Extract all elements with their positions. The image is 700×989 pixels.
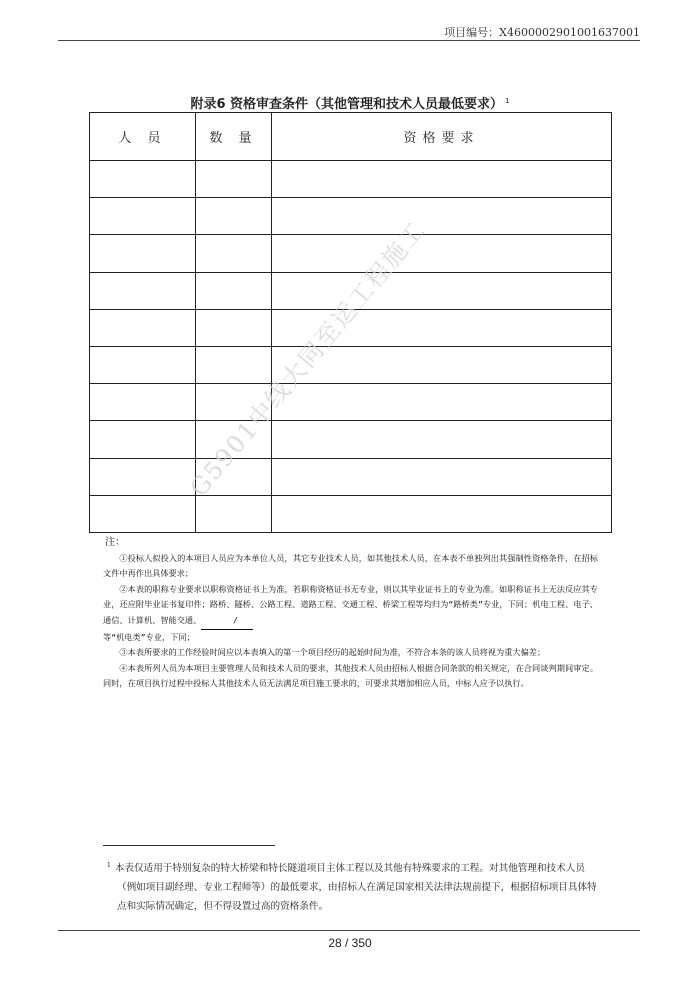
quantity-cell (196, 272, 272, 309)
quantity-cell (196, 309, 272, 346)
personnel-cell (90, 495, 196, 532)
personnel-cell (90, 272, 196, 309)
header-requirements: 资格要求 (272, 113, 612, 161)
quantity-cell (196, 235, 272, 272)
note-item-2 (103, 582, 598, 630)
watermark: G5901中线大同至运工程施工 (184, 215, 432, 502)
table-row (90, 458, 612, 495)
footnote-mark: 1 (107, 862, 111, 869)
quantity-cell (196, 346, 272, 383)
personnel-cell (90, 198, 196, 235)
personnel-cell (90, 346, 196, 383)
table-row (90, 198, 612, 235)
personnel-cell (90, 235, 196, 272)
requirements-cell (272, 421, 612, 458)
table-row (90, 421, 612, 458)
note-item-2-cont: 等“机电类”专业，下同； (103, 631, 195, 642)
footnote (103, 856, 603, 916)
requirements-cell (272, 235, 612, 272)
appendix-title (0, 93, 700, 112)
project-number: 项目编号：X4600002901001637001 (444, 26, 640, 39)
quantity-cell (196, 198, 272, 235)
note-item-3: ③本表所要求的工作经验时间应以本表填入的第一个项目经历的起始时间为准，不符合本条的该人员将视为重大偏差； (119, 647, 546, 658)
notes-label: 注： (105, 537, 125, 548)
personnel-cell (90, 384, 196, 421)
note-item-2-text: ②本表的职称专业要求以职称资格证书上为准，若职称资格证书无专业，则以其毕业证书上的专业为准。如职称证书上无法反应其专业，还应附毕业证书复印件；路桥、隧桥、公路工程、道路工程、交通工程、桥梁工程等均归为“路桥类”专业，下同；机电工程、电子、通信、计算机、智能交通、 (103, 583, 598, 625)
personnel-cell (90, 309, 196, 346)
personnel-cell (90, 458, 196, 495)
quantity-cell (196, 161, 272, 198)
requirements-cell (272, 384, 612, 421)
note-blank-field: / (201, 613, 253, 630)
note-item-4: ④本表所列人员为本项目主要管理人员和技术人员的要求，其他技术人员由招标人根据合同条款的相关规定，在合同谈判期间审定。同时，在项目执行过程中投标人其他技术人员无法满足项目施工要求的，可要求其增加相应人员，中标人应予以执行。 (103, 662, 598, 689)
personnel-cell (90, 161, 196, 198)
table-row (90, 235, 612, 272)
table-row (90, 346, 612, 383)
requirements-cell (272, 198, 612, 235)
header-quantity: 数 量 (196, 113, 272, 161)
requirements-cell (272, 161, 612, 198)
title-footnote-mark: 1 (505, 96, 510, 105)
table-header-row (90, 113, 612, 161)
footnote-rule (103, 845, 275, 846)
notes-section (103, 535, 598, 692)
header-personnel: 人 员 (90, 113, 196, 161)
table-row (90, 495, 612, 532)
requirements-cell (272, 272, 612, 309)
footnote-text: 本表仅适用于特别复杂的特大桥梁和特长隧道项目主体工程以及其他有特殊要求的工程。对其他管理和技术人员（例如项目副经理、专业工程师等）的最低要求，由招标人在满足国家相关法律法规前提下，根据招标项目具体特点和实际情况确定，但不得设置过高的资格条件。 (114, 863, 597, 913)
personnel-cell (90, 421, 196, 458)
table-row (90, 161, 612, 198)
note-item-1: ①投标人拟投入的本项目人员应为本单位人员，其它专业技术人员，如其他技术人员，在本表不单独列出其强制性资格条件，在招标文件中再作出具体要求； (103, 552, 598, 579)
page-number: 28 / 350 (328, 936, 372, 950)
requirements-cell (272, 458, 612, 495)
table-row (90, 384, 612, 421)
footer-rule (58, 930, 640, 931)
requirements-cell (272, 495, 612, 532)
title-text: 附录6 资格审查条件（其他管理和技术人员最低要求） (190, 97, 504, 112)
header-rule (58, 40, 640, 41)
